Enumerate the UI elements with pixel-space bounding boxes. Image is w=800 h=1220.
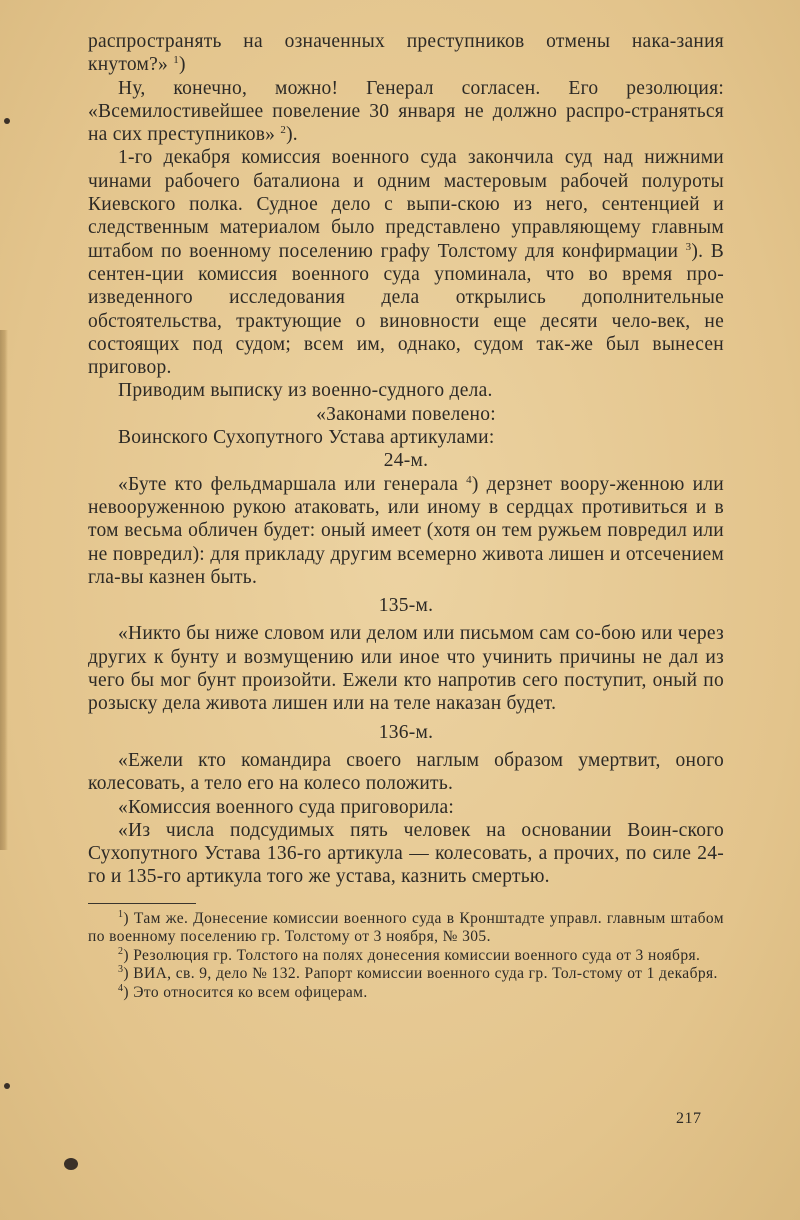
footnote-rule (88, 903, 196, 904)
footnote: $^3$) ВИА, св. 9, дело № 132. Рапорт комиссии военного суда гр. Тол-стому от 1 декабря. (118, 964, 718, 983)
paragraph: Воинского Сухопутного Устава артикулами: (118, 427, 495, 449)
footnote: $^4$) Это относится ко всем офицерам. (118, 983, 368, 1002)
paragraph: «Буте кто фельдмаршала или генерала $^4$) дерзнет воору-женною или невооруженною рукою атаковать, или иному в сердцах противиться и в том весьма обличен будет: оный имеет (хотя он тем ружьем повредил или не повредил): для прикладу другим всемерно живота лишен и отсечением гла-вы казнен быть. (88, 473, 724, 588)
footnote-ref: 3 (685, 240, 692, 253)
page (88, 30, 724, 1003)
footnote-ref: 4 (466, 473, 472, 486)
ink-spot (64, 1158, 78, 1170)
page-number: 217 (676, 1110, 702, 1127)
binding-shadow (0, 330, 8, 850)
article-number: 136-м. (378, 721, 434, 743)
paragraph: распространять на означенных преступников отмены нака-зания кнутом?» $^1$) (88, 31, 724, 76)
ink-spot (4, 1083, 10, 1089)
footnote-ref: 2 (280, 124, 287, 137)
footnotes (88, 910, 724, 1003)
footnote-ref: 1 (173, 54, 179, 67)
footnote: $^1$) Там же. Донесение комиссии военного суда в Кронштадте управл. главным штабом по военному поселению гр. Толстому от 3 ноября, № 305. (88, 908, 724, 946)
main-text (88, 30, 724, 889)
paragraph: Ну, конечно, можно! Генерал согласен. Его резолюция: «Всемилостивейшее повеление 30 января не должно распро-страняться на сих преступников» $^2$). (88, 77, 724, 146)
paragraph: «Ежели кто командира своего наглым образом умертвит, оного колесовать, а тело его на колесо положить. (88, 749, 724, 795)
paragraph: «Комиссия военного суда приговорила: (118, 796, 455, 818)
footnote: $^2$) Резолюция гр. Толстого на полях донесения комиссии военного суда от 3 ноября. (118, 945, 701, 964)
paragraph: 1-го декабря комиссия военного суда закончила суд над нижними чинами рабочего баталиона и одним мастеровым рабочей полуроты Киевского полка. Судное дело с выпи-скою из него, сентенцией и следственным материалом было представлено управляющему главным штабом по военному поселению графу Толстому для конфирмации $^3$). В сентен-ции комиссия военного суда упоминала, что во время про-изведенного исследования дела открылись дополнительные обстоятельства, трактующие о виновности еще десяти чело-век, не состоящих под судом; всем им, однако, судом так-же был вынесен приговор. (88, 147, 725, 379)
law-heading: «Законами повелено: (316, 403, 496, 425)
article-number: 24-м. (383, 450, 429, 472)
ink-spot (4, 118, 10, 124)
paragraph: Приводим выписку из военно-судного дела. (118, 380, 493, 402)
article-number: 135-м. (378, 595, 434, 617)
paragraph: «Из числа подсудимых пять человек на основании Воин-ского Сухопутного Устава 136-го артикула — колесовать, а прочих, по силе 24-го и 135-го артикула того же устава, казнить смертью. (88, 819, 724, 888)
paragraph: «Никто бы ниже словом или делом или письмом сам со-бою или через других к бунту и возмущению или иное что учинить причины не дал из чего бы мог бунт произойти. Ежели кто напротив сего поступит, оный по розыску дела живота лишен или на теле наказан будет. (88, 623, 724, 715)
